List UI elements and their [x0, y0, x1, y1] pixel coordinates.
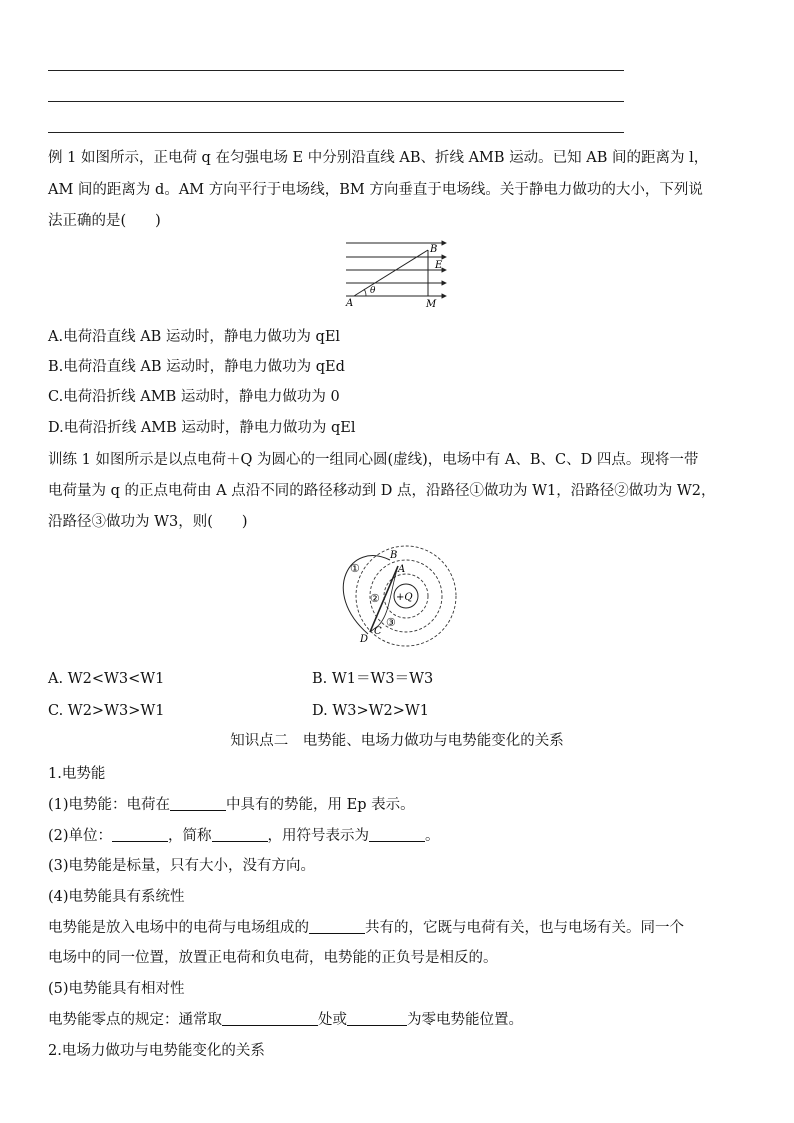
angle-arc: [364, 289, 366, 296]
fill-blank-6[interactable]: [222, 1011, 318, 1026]
heading-work-energy-relation: 2.电场力做功与电势能变化的关系: [48, 1043, 265, 1059]
answer-line-2: [48, 101, 624, 102]
fill-blank-3[interactable]: [212, 827, 268, 842]
label-b: B: [390, 550, 398, 561]
heading-potential-energy: 1.电势能: [48, 766, 106, 782]
label-a: A: [398, 564, 406, 575]
example1-option-b: B.电荷沿直线 AB 运动时，静电力做功为 qEd: [48, 359, 345, 375]
text: ，简称: [168, 828, 212, 844]
concentric-circles-figure: [330, 542, 462, 648]
text: 为零电势能位置。: [407, 1012, 523, 1028]
scalar-line: (3)电势能是标量，只有大小，没有方向。: [48, 858, 316, 874]
text: (1)电势能：电荷在: [48, 797, 171, 813]
label-m: M: [426, 299, 437, 310]
label-d: D: [360, 634, 369, 645]
example1-option-d: D.电荷沿折线 AMB 运动时，静电力做功为 qEl: [48, 420, 356, 436]
section-title: 知识点二 电势能、电场力做功与电势能变化的关系: [230, 733, 564, 749]
fill-blank-7[interactable]: [347, 1011, 407, 1026]
fill-blank-5[interactable]: [309, 919, 365, 934]
example1-stem-line-1: 例 1 如图所示，正电荷 q 在匀强电场 E 中分别沿直线 AB、折线 AMB 运动。已知 AB 间的距离为 l，: [48, 150, 709, 166]
training1-stem-line-2: 电荷量为 q 的正点电荷由 A 点沿不同的路径移动到 D 点，沿路径①做功为 W1，沿路径②做功为 W2，: [48, 483, 716, 499]
label-path-3: ③: [386, 616, 396, 629]
definition-line: [48, 795, 748, 815]
label-e: E: [435, 260, 443, 271]
fill-blank-1[interactable]: [170, 796, 226, 811]
text: 电势能零点的规定：通常取: [48, 1012, 222, 1028]
answer-line-3: [48, 132, 624, 133]
system-line-1: [48, 918, 748, 938]
label-c: C: [374, 626, 382, 637]
text: 共有的，它既与电荷有关，也与电场有关。同一个: [365, 920, 684, 936]
zero-point-line: [48, 1010, 748, 1030]
system-heading: (4)电势能具有系统性: [48, 889, 185, 905]
example1-stem-line-2: AM 间的距离为 d。AM 方向平行于电场线，BM 方向垂直于电场线。关于静电力做功的大小，下列说: [48, 182, 703, 198]
text: 电势能是放入电场中的电荷与电场组成的: [48, 920, 309, 936]
training1-option-b: B. W1＝W3＝W3: [312, 671, 434, 687]
label-center-charge: +Q: [396, 592, 413, 603]
fill-blank-4[interactable]: [369, 827, 425, 842]
training1-stem-line-1: 训练 1 如图所示是以点电荷＋Q 为圆心的一组同心圆(虚线)，电场中有 A、B、C、D 四点。现将一带: [48, 452, 699, 468]
text: (2)单位：: [48, 828, 113, 844]
relativity-heading: (5)电势能具有相对性: [48, 981, 185, 997]
example1-stem-line-3: 法正确的是( ): [48, 213, 161, 229]
answer-line-1: [48, 70, 624, 71]
label-path-1: ①: [350, 562, 360, 575]
training1-option-c: C. W2>W3>W1: [48, 703, 165, 719]
example1-option-a: A.电荷沿直线 AB 运动时，静电力做功为 qEl: [48, 329, 341, 345]
label-a: A: [346, 298, 354, 309]
training1-option-d: D. W3>W2>W1: [312, 703, 430, 719]
example1-option-c: C.电荷沿折线 AMB 运动时，静电力做功为 0: [48, 389, 340, 405]
system-line-2: 电场中的同一位置，放置正电荷和负电荷，电势能的正负号是相反的。: [48, 950, 498, 966]
text: ，用符号表示为: [267, 828, 370, 844]
unit-line: [48, 826, 748, 846]
label-theta: θ: [370, 286, 376, 296]
label-path-2: ②: [370, 592, 380, 605]
uniform-field-figure: [340, 238, 450, 312]
label-b: B: [430, 244, 438, 255]
text: 中具有的势能，用 Ep 表示。: [226, 797, 415, 813]
fill-blank-2[interactable]: [112, 827, 168, 842]
text: 处或: [318, 1012, 347, 1028]
training1-stem-line-3: 沿路径③做功为 W3，则( ): [48, 514, 248, 530]
text: 。: [425, 828, 440, 844]
training1-option-a: A. W2<W3<W1: [48, 671, 165, 687]
